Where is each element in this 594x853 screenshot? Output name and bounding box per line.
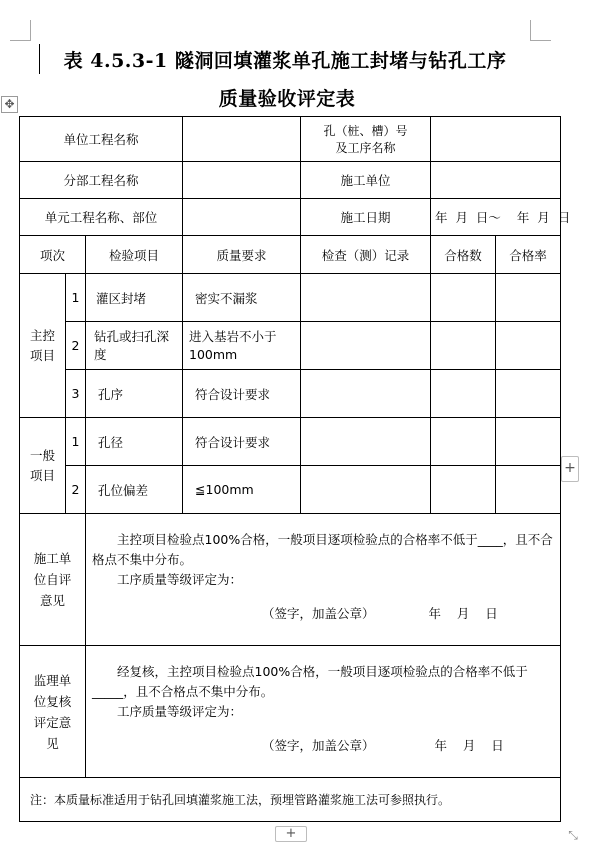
self-assessment-grade: 工序质量等级评定为： <box>117 572 243 587</box>
table-move-handle-icon[interactable]: ✥ <box>1 96 18 113</box>
quality-requirement: 符合设计要求 <box>183 418 301 466</box>
qualified-rate-cell[interactable] <box>496 370 561 418</box>
self-assessment-signature-line <box>92 604 556 624</box>
row-number: 2 <box>66 322 86 370</box>
header-row-unit-project <box>20 117 561 162</box>
inspection-record-cell[interactable] <box>301 370 431 418</box>
hole-number-label: 孔（桩、槽）号 及工序名称 <box>301 117 431 162</box>
row-number: 1 <box>66 274 86 322</box>
quality-requirement: 密实不漏浆 <box>183 274 301 322</box>
qualified-count-cell[interactable] <box>431 322 496 370</box>
quality-requirement: ≦100mm <box>183 466 301 514</box>
quality-assessment-table <box>19 116 571 822</box>
qualified-rate-cell[interactable] <box>496 466 561 514</box>
add-row-plus-icon[interactable]: + <box>275 826 307 842</box>
unit-project-label: 单位工程名称 <box>20 117 183 162</box>
construction-date-label: 施工日期 <box>301 199 431 236</box>
header-row-element-project <box>20 199 561 236</box>
col-header-item-no: 项次 <box>20 236 86 274</box>
inspection-item: 孔径 <box>86 418 183 466</box>
sub-project-value[interactable] <box>183 162 301 199</box>
signature-date: 年 月 日 <box>428 606 498 621</box>
inspection-record-cell[interactable] <box>301 466 431 514</box>
qualified-rate-cell[interactable] <box>496 322 561 370</box>
supervisor-review-content[interactable] <box>86 646 561 778</box>
supervisor-review-signature-line <box>92 736 556 756</box>
sub-project-label: 分部工程名称 <box>20 162 183 199</box>
inspection-record-cell[interactable] <box>301 322 431 370</box>
inspection-record-cell[interactable] <box>301 274 431 322</box>
document-subtitle: 质量验收评定表 <box>218 88 356 110</box>
qualified-rate-cell[interactable] <box>496 418 561 466</box>
signature-label: （签字，加盖公章） <box>262 606 375 621</box>
row-number: 3 <box>66 370 86 418</box>
row-number: 2 <box>66 466 86 514</box>
document-title: 表 4.5.3-1 隧洞回填灌浆单孔施工封堵与钻孔工序 <box>63 50 507 72</box>
table-row <box>20 322 561 370</box>
quality-requirement: 进入基岩不小于100mm <box>183 322 301 370</box>
table-row <box>20 418 561 466</box>
table-resize-handle-icon[interactable]: ⤡ <box>568 828 578 842</box>
note-row <box>20 778 561 822</box>
col-header-inspection-item: 检验项目 <box>86 236 183 274</box>
supervisor-review-grade: 工序质量等级评定为： <box>117 704 243 719</box>
col-header-qualified-count: 合格数 <box>431 236 496 274</box>
qualified-count-cell[interactable] <box>431 418 496 466</box>
inspection-item: 钻孔或扫孔深度 <box>86 322 183 370</box>
self-assessment-text: 主控项目检验点100%合格，一般项目逐项检验点的合格率不低于____，且不合格点不集中分布。 <box>92 532 553 567</box>
qualified-count-cell[interactable] <box>431 466 496 514</box>
inspection-record-cell[interactable] <box>301 418 431 466</box>
main-control-group-label: 主控 项目 <box>20 274 66 418</box>
qualified-rate-cell[interactable] <box>496 274 561 322</box>
supervisor-review-label: 监理单位复核评定意见 <box>20 646 86 778</box>
table-row <box>20 466 561 514</box>
row-number: 1 <box>66 418 86 466</box>
add-column-plus-icon[interactable]: + <box>561 456 579 482</box>
table-row <box>20 370 561 418</box>
self-assessment-row <box>20 514 561 646</box>
col-header-qualified-rate: 合格率 <box>496 236 561 274</box>
table-note: 注：本质量标准适用于钻孔回填灌浆施工法，预埋管路灌浆施工法可参照执行。 <box>20 778 561 822</box>
supervisor-review-row <box>20 646 561 778</box>
element-project-value[interactable] <box>183 199 301 236</box>
qualified-count-cell[interactable] <box>431 370 496 418</box>
unit-project-value[interactable] <box>183 117 301 162</box>
signature-label: （签字，加盖公章） <box>262 738 375 753</box>
construction-unit-value[interactable] <box>431 162 561 199</box>
signature-date: 年 月 日 <box>434 738 504 753</box>
general-group-label: 一般 项目 <box>20 418 66 514</box>
self-assessment-content[interactable] <box>86 514 561 646</box>
table-row <box>20 274 561 322</box>
inspection-item: 灌区封堵 <box>86 274 183 322</box>
self-assessment-label: 施工单位自评意见 <box>20 514 86 646</box>
qualified-count-cell[interactable] <box>431 274 496 322</box>
page-corner-mark-top-right <box>530 20 551 41</box>
quality-requirement: 符合设计要求 <box>183 370 301 418</box>
header-row-sub-project <box>20 162 561 199</box>
construction-unit-label: 施工单位 <box>301 162 431 199</box>
inspection-item: 孔位偏差 <box>86 466 183 514</box>
column-header-row <box>20 236 561 274</box>
page-corner-mark-top-left <box>10 20 31 41</box>
col-header-quality-requirement: 质量要求 <box>183 236 301 274</box>
col-header-inspection-record: 检查（测）记录 <box>301 236 431 274</box>
supervisor-review-text: 经复核，主控项目检验点100%合格，一般项目逐项检验点的合格率不低于_____，且不合格点不集中分布。 <box>92 664 528 699</box>
inspection-item: 孔序 <box>86 370 183 418</box>
hole-number-value[interactable] <box>431 117 561 162</box>
construction-date-value[interactable]: 年 月 日～ 年 月 日 <box>431 199 561 236</box>
element-project-label: 单元工程名称、部位 <box>20 199 183 236</box>
